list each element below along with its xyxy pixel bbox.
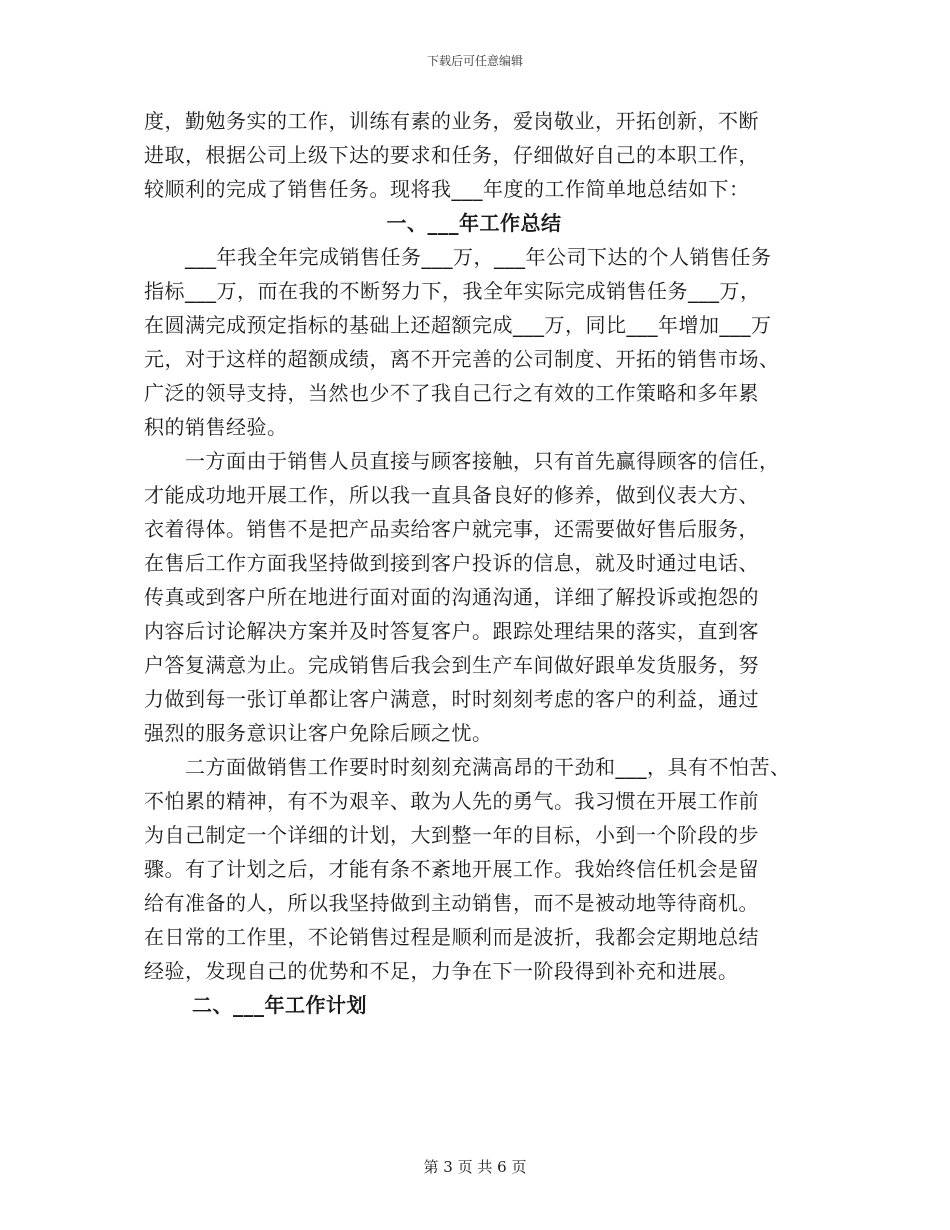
paragraph-line: 二方面做销售工作要时时刻刻充满高昂的干劲和___，具有不怕苦、: [185, 755, 791, 779]
paragraph-line: 骤。有了计划之后，才能有条不紊地开展工作。我始终信任机会是留: [144, 857, 759, 881]
document-body: [144, 104, 804, 1022]
paragraph-line: 在日常的工作里，不论销售过程是顺利而是波折，我都会定期地总结: [144, 925, 759, 949]
paragraph-line: 元，对于这样的超额成绩，离不开完善的公司制度、开拓的销售市场、: [144, 347, 780, 371]
paragraph-line: ___年我全年完成销售任务___万，___年公司下达的个人销售任务: [185, 245, 772, 269]
paragraph-line: 不怕累的精神，有不为艰辛、敢为人先的勇气。我习惯在开展工作前: [144, 789, 759, 813]
paragraph-line: 经验，发现自己的优势和不足，力争在下一阶段得到补充和进展。: [144, 959, 739, 983]
paragraph-line: 一方面由于销售人员直接与顾客接触，只有首先赢得顾客的信任，: [185, 449, 780, 473]
paragraph-line: 才能成功地开展工作，所以我一直具备良好的修养，做到仪表大方、: [144, 483, 759, 507]
paragraph-line: 户答复满意为止。完成销售后我会到生产车间做好跟单发货服务，努: [144, 653, 759, 677]
paragraph-line: 力做到每一张订单都让客户满意，时时刻刻考虑的客户的利益，通过: [144, 687, 759, 711]
paragraph-line: 较顺利的完成了销售任务。现将我___年度的工作简单地总结如下：: [144, 177, 750, 201]
paragraph-line: 广泛的领导支持，当然也少不了我自己行之有效的工作策略和多年累: [144, 381, 759, 405]
paragraph-line: 积的销售经验。: [144, 415, 288, 439]
paragraph-line: 内容后讨论解决方案并及时答复客户。跟踪处理结果的落实，直到客: [144, 619, 759, 643]
paragraph-line: 为自己制定一个详细的计划，大到整一年的目标，小到一个阶段的步: [144, 823, 759, 847]
paragraph-line: 衣着得体。销售不是把产品卖给客户就完事，还需要做好售后服务，: [144, 517, 759, 541]
paragraph-line: 度，勤勉务实的工作，训练有素的业务，爱岗敬业，开拓创新，不断: [144, 109, 759, 133]
section-heading-summary: 一、___年工作总结: [386, 211, 562, 235]
paragraph-line: 给有准备的人，所以我坚持做到主动销售，而不是被动地等待商机。: [144, 891, 759, 915]
section-heading-plan: 二、___年工作计划: [192, 993, 367, 1017]
paragraph-line: 在圆满完成预定指标的基础上还超额完成___万，同比___年增加___万: [144, 313, 772, 337]
paragraph-line: 传真或到客户所在地进行面对面的沟通沟通，详细了解投诉或抱怨的: [144, 585, 759, 609]
header-note: 下载后可任意编辑: [426, 54, 523, 68]
paragraph-line: 在售后工作方面我坚持做到接到客户投诉的信息，就及时通过电话、: [144, 551, 759, 575]
paragraph-line: 指标___万，而在我的不断努力下，我全年实际完成销售任务___万，: [144, 279, 761, 303]
page-number: 第 3 页 共 6 页: [423, 1158, 527, 1176]
paragraph-line: 进取，根据公司上级下达的要求和任务，仔细做好自己的本职工作，: [144, 143, 759, 167]
paragraph-line: 强烈的服务意识让客户免除后顾之忧。: [144, 721, 493, 745]
